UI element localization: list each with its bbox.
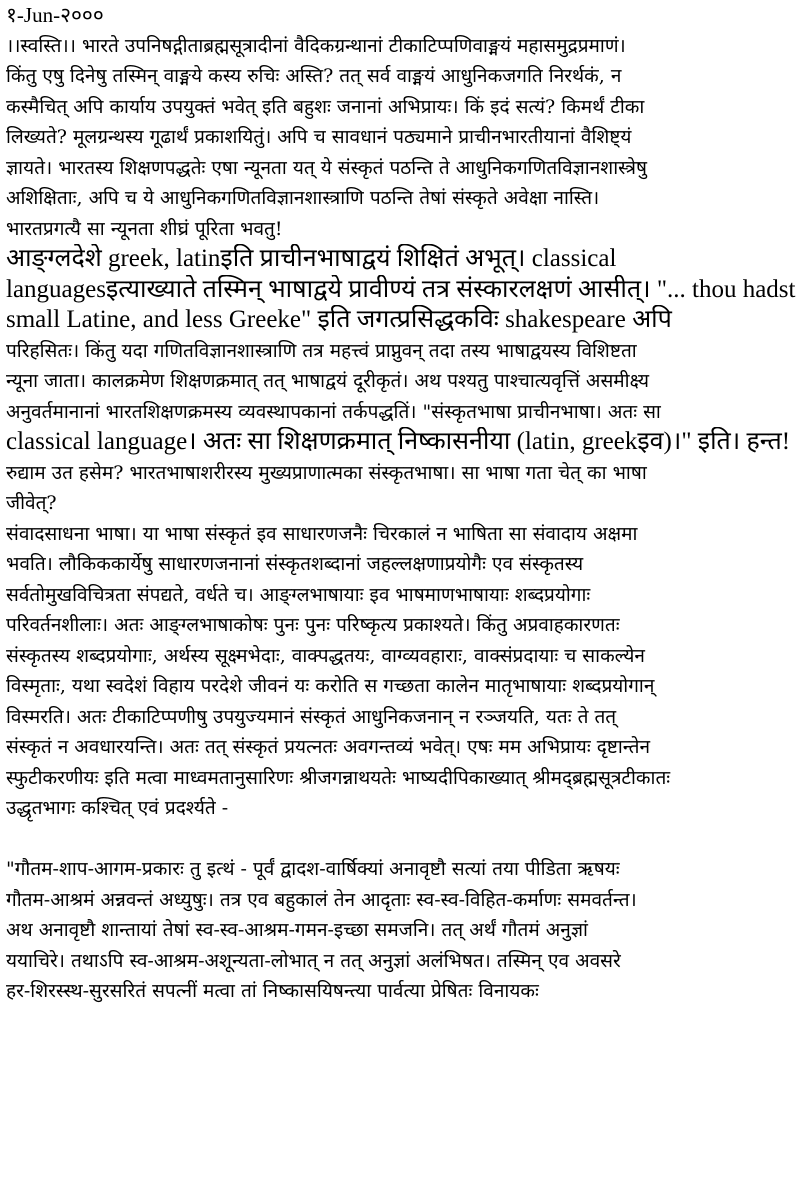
text-line: जीवेत्? [6,492,57,514]
text-line: परिहसितः। किंतु यदा गणितविज्ञानशास्त्राणि तत्र महत्त्वं प्राप्नुवन् तदा तस्य भाषाद्वयस्य विशिष्टता [6,339,637,362]
text-line: परिवर्तनशीलाः। अतः आङ्ग्लभाषाकोषः पुनः पुनः परिष्कृत्य प्रकाश्यते। किंतु अप्रवाहकारणतः [6,614,620,636]
text-line-english: small Latine, and less Greeke" इति जगत्प्रसिद्धकविः shakespeare अपि [6,306,672,333]
text-line: "गौतम-शाप-आगम-प्रकारः तु इत्थं - पूर्वं द्वादश-वार्षिक्यां अनावृष्टौ सत्यां तया पीडिता ऋषयः [6,858,620,880]
text-line-english: languagesइत्याख्याते तस्मिन् भाषाद्वये प्रावीण्यं तत्र संस्कारलक्षणं आसीत्। "... thou hadst [6,275,796,303]
text-line: कस्मैचित् अपि कार्याय उपयुक्तं भवेत् इति बहुशः जनानां अभिप्रायः। किं इदं सत्यं? किमर्थं टीका [6,95,645,118]
text-line: संस्कृतं न अवधारयन्ति। अतः तत् संस्कृतं प्रयत्नतः अवगन्तव्यं भवेत्। एषः मम अभिप्रायः दृष्टान्तेन [6,736,651,758]
text-line: विस्मृताः, यथा स्वदेशं विहाय परदेशे जीवनं यः करोति स गच्छता कालेन मातृभाषायाः शब्दप्रयोगान् [6,675,655,697]
text-line: अनुवर्तमानानां भारतशिक्षणक्रमस्य व्यवस्थापकानां तर्कपद्धतिं। "संस्कृतभाषा प्राचीनभाषा। अतः सा [6,400,661,423]
text-line: संवादसाधना भाषा। या भाषा संस्कृतं इव साधारणजनैः चिरकालं न भाषिता सा संवादाय अक्षमा [6,522,638,545]
text-line: अथ अनावृष्टौ शान्तायां तेषां स्व-स्व-आश्रम-गमन-इच्छा समजनि। तत् अर्थं गौतमं अनुज्ञां [6,919,588,941]
text-line: हर-शिरस्स्थ-सुरसरितं सपत्नीं मत्वा तां निष्कासयिषन्त्या पार्वत्या प्रेषितः विनायकः [6,980,539,1002]
text-line: ययाचिरे। तथाऽपि स्व-आश्रम-अशून्यता-लोभात् न तत् अनुज्ञां अलंभिषत। तस्मिन् एव अवसरे [6,949,621,972]
text-line: संस्कृतस्य शब्दप्रयोगाः, अर्थस्य सूक्ष्मभेदाः, वाक्पद्धतयः, वाग्व्यवहाराः, वाक्संप्रदायाः च साकल्येन [6,644,645,667]
text-line: रुद्याम उत हसेम? भारतभाषाशरीरस्य मुख्यप्राणात्मका संस्कृतभाषा। सा भाषा गता चेत् का भाषा [6,461,647,484]
text-line-english: आङ्ग्लदेशे greek, latinइति प्राचीनभाषाद्वयं शिक्षितं अभूत्। classical [6,245,617,272]
text-line-english: classical language। अतः सा शिक्षणक्रमात् निष्कासनीया (latin, greekइव)।" इति। हन्त! [6,428,791,455]
text-line: स्फुटीकरणीयः इति मत्वा माध्वमतानुसारिणः श्रीजगन्नाथयतेः भाष्यदीपिकाख्यात् श्रीमद्ब्रह्मसूत्रटीकातः [6,766,671,789]
text-line: लिख्यते? मूलग्रन्थस्य गूढार्थं प्रकाशयितुं। अपि च सावधानं पठ्यमाने प्राचीनभारतीयानां वैशिष्ट्यं [6,126,632,148]
text-line: ज्ञायते। भारतस्य शिक्षणपद्धतेः एषा न्यूनता यत् ये संस्कृतं पठन्ति ते आधुनिकगणितविज्ञानशास्त्रेषु [6,156,647,179]
text-line: भारतप्रगत्यै सा न्यूनता शीघ्रं पूरिता भवतु! [6,217,283,240]
text-line: न्यूना जाता। कालक्रमेण शिक्षणक्रमात् तत् भाषाद्वयं दूरीकृतं। अथ पश्यतु पाश्चात्यवृत्तिं असमीक्ष्य [6,370,650,392]
blank-line [6,824,806,855]
document-date: १-Jun-२००० [6,3,104,27]
text-line: उद्धृतभागः कश्चित् एवं प्रदर्श्यते - [6,797,229,819]
document-body [6,0,806,1007]
text-line: भवति। लौकिककार्येषु साधारणजनानां संस्कृतशब्दानां जहल्लक्षणाप्रयोगैः एव संस्कृतस्य [6,553,584,575]
text-line: गौतम-आश्रमं अन्नवन्तं अध्युषुः। तत्र एव बहुकालं तेन आदृताः स्व-स्व-विहित-कर्माणः समवर्तन्त। [6,888,637,911]
text-line: किंतु एषु दिनेषु तस्मिन् वाङ्मये कस्य रुचिः अस्ति? तत् सर्व वाङ्मयं आधुनिकजगति निरर्थकं, न [6,65,622,87]
text-line: विस्मरति। अतः टीकाटिप्पणीषु उपयुज्यमानं संस्कृतं आधुनिकजनान् न रञ्जयति, यतः ते तत् [6,705,617,728]
text-line: सर्वतोमुखविचित्रता संपद्यते, वर्धते च। आङ्ग्लभाषायाः इव भाषमाणभाषायाः शब्दप्रयोगाः [6,583,591,606]
text-line: ।।स्वस्ति।। भारते उपनिषद्गीताब्रह्मसूत्रादीनां वैदिकग्रन्थानां टीकाटिप्पणिवाङ्मयं महासमुद्रप्रमाणं। [6,34,626,57]
text-line: अशिक्षिताः, अपि च ये आधुनिकगणितविज्ञानशास्त्राणि पठन्ति तेषां संस्कृते अवेक्षा नास्ति। [6,187,600,209]
